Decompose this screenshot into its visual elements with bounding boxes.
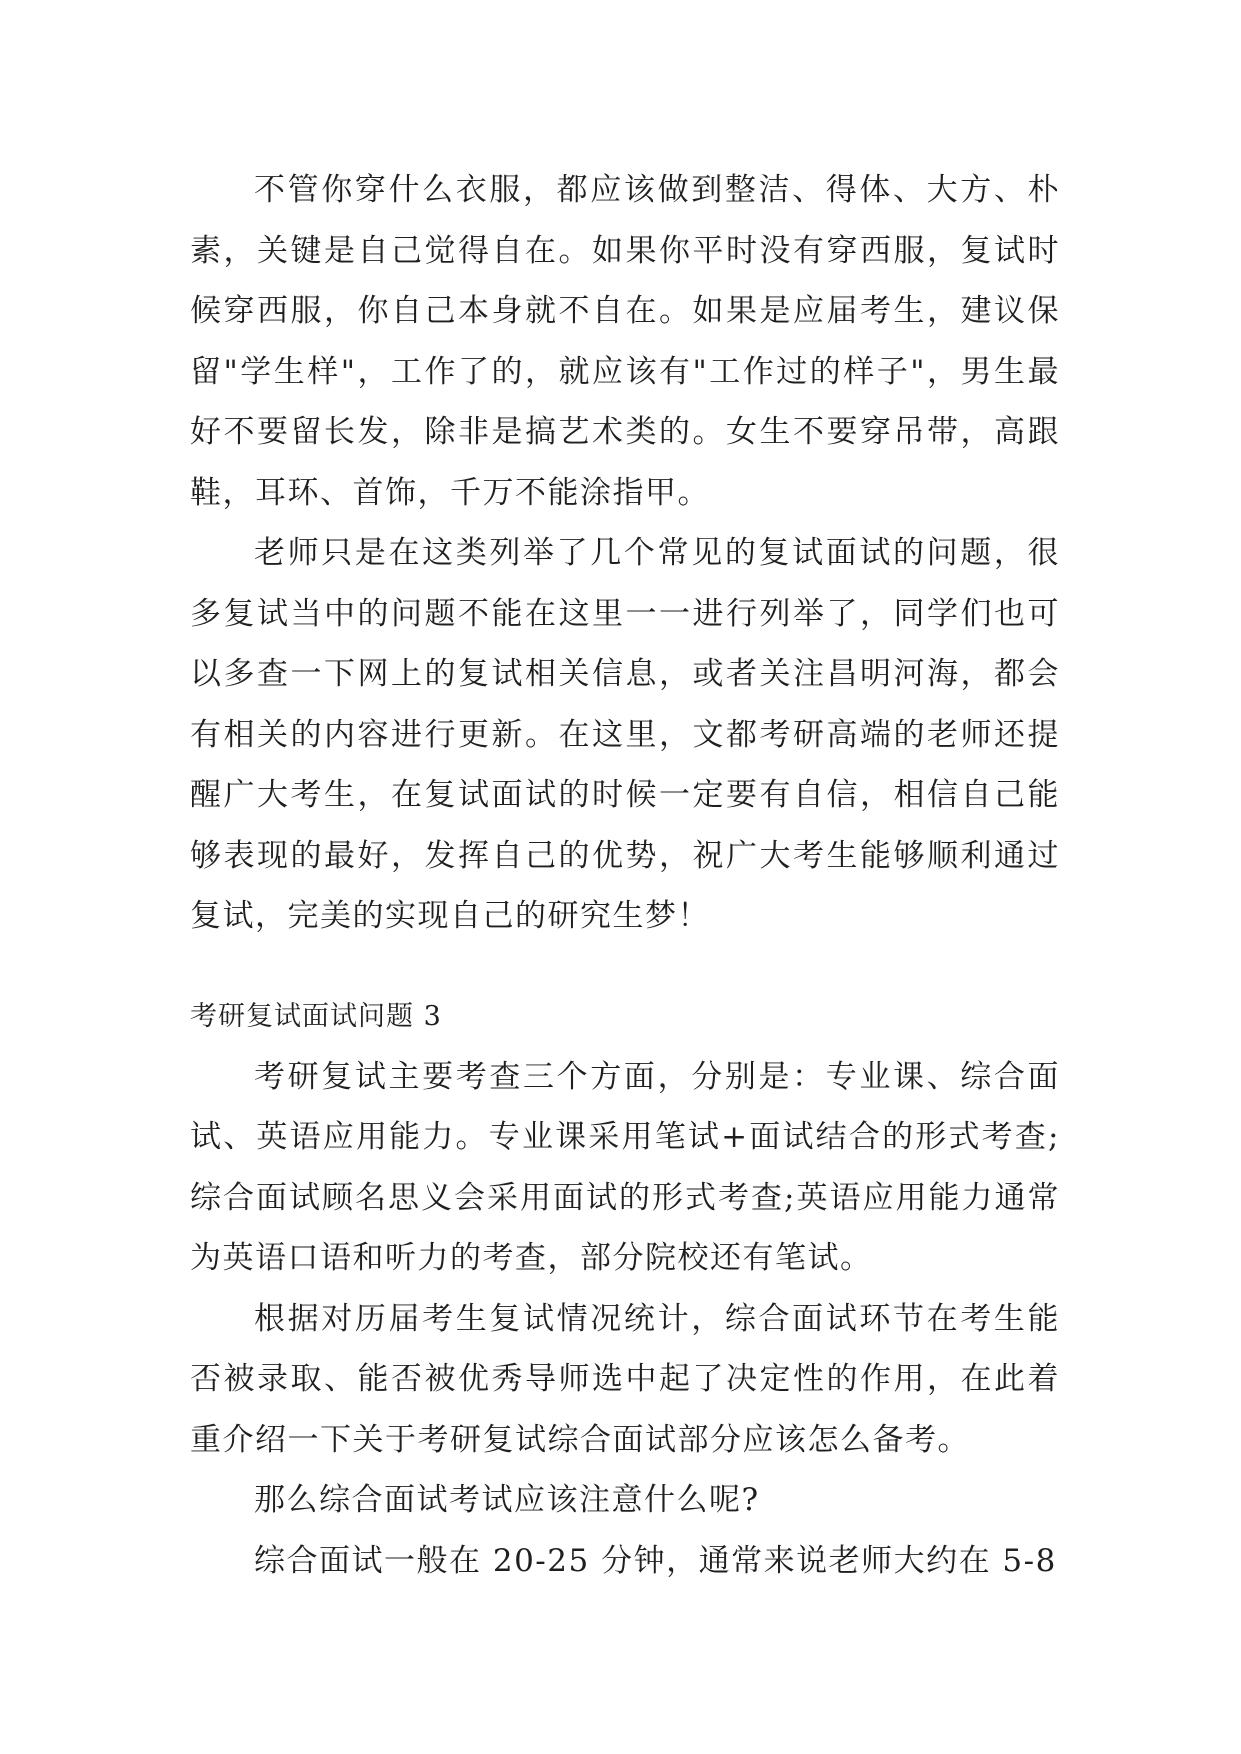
document-body (190, 160, 1060, 1591)
paragraph-exam-aspects: 考研复试主要考查三个方面，分别是：专业课、综合面试、英语应用能力。专业课采用笔试+面试结合的形式考查;综合面试顾名思义会采用面试的形式考查;英语应用能力通常为英语口语和听力的考查，部分院校还有笔试。 (190, 1058, 1060, 1276)
paragraph-confidence-advice: 老师只是在这类列举了几个常见的复试面试的问题，很多复试当中的问题不能在这里一一进行列举了，同学们也可以多查一下网上的复试相关信息，或者关注昌明河海，都会有相关的内容进行更新。在这里，文都考研高端的老师还提醒广大考生，在复试面试的时候一定要有自信，相信自己能够表现的最好，发挥自己的优势，祝广大考生能够顺利通过复试，完美的实现自己的研究生梦！ (190, 535, 1060, 934)
section-title: 考研复试面试问题 3 (190, 1000, 442, 1032)
paragraph-interview-question: 那么综合面试考试应该注意什么呢? (254, 1482, 760, 1518)
paragraph-dress-advice: 不管你穿什么衣服，都应该做到整洁、得体、大方、朴素，关键是自己觉得自在。如果你平时没有穿西服，复试时候穿西服，你自己本身就不自在。如果是应届考生，建议保留"学生样"，工作了的，就应该有"工作过的样子"，男生最好不要留长发，除非是搞艺术类的。女生不要穿吊带，高跟鞋，耳环、首饰，千万不能涂指甲。 (190, 172, 1060, 511)
paragraph-interview-importance: 根据对历届考生复试情况统计，综合面试环节在考生能否被录取、能否被优秀导师选中起了决定性的作用，在此着重介绍一下关于考研复试综合面试部分应该怎么备考。 (190, 1300, 1060, 1458)
paragraph-interview-duration: 综合面试一般在 20-25 分钟，通常来说老师大约在 5-8 (254, 1542, 1057, 1579)
